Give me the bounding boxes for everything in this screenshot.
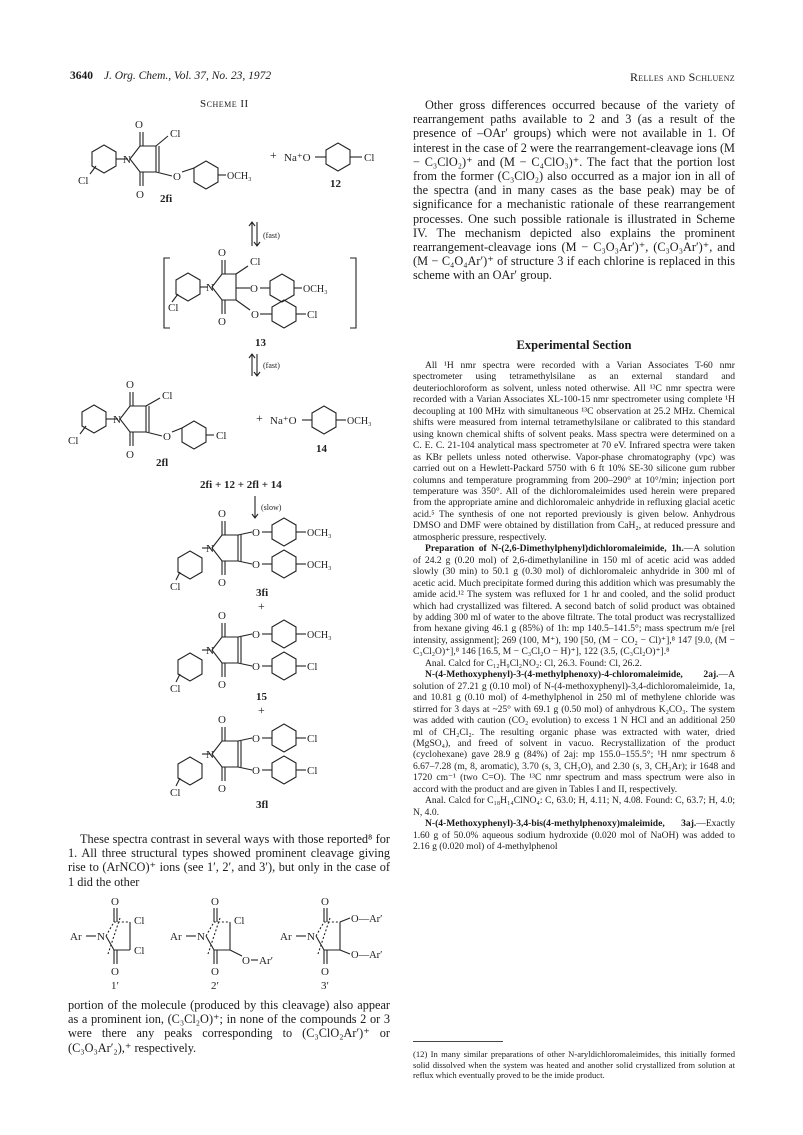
structure-2fl (68, 379, 226, 469)
preparation-2aj (413, 669, 735, 795)
carbonyl-oxygen-label: O (111, 966, 119, 978)
structure-3fi (170, 508, 332, 599)
compound-label-1prime: 1′ (111, 980, 119, 990)
carbonyl-oxygen-label: O (218, 610, 226, 622)
plus-sign: + (256, 411, 263, 425)
aryloxy-label: O—Ar′ (351, 914, 383, 925)
chloro-label: Cl (307, 733, 318, 745)
structure-15 (170, 610, 332, 703)
plus-sign: + (258, 703, 265, 717)
carbonyl-oxygen-label: O (211, 896, 219, 908)
maleimide-ring (212, 274, 236, 300)
nitrogen-label: N (123, 154, 131, 166)
chlorophenyl-ring (178, 653, 202, 681)
fast-label: (fast) (263, 361, 280, 370)
maleimide-ring (212, 637, 238, 663)
analysis-2aj: Anal. Calcd for C₁₈H₁₄ClNO₄: C, 63.0; H, 4.11; N, 4.08. Found: C, 63.7; H, 4.0; N, 4.0. (413, 795, 735, 818)
carbonyl-oxygen-label: O (218, 679, 226, 691)
methoxyphenyl-ring (194, 161, 218, 189)
preparation-text: —Exactly 1.60 g of 50.0% aqueous sodium hydroxide (0.020 mol of NaOH) was added to 2.16 g (0.020 mol) of 4-methylphenol (413, 818, 735, 853)
slow-label: (slow) (261, 503, 282, 512)
ether-oxygen-label: O (251, 309, 259, 321)
methoxy-label: OCH₃ (227, 171, 252, 182)
aryl-prime-label: Ar′ (259, 955, 274, 967)
methoxyphenyl-ring (272, 620, 296, 648)
aryl-label: Ar (280, 931, 292, 943)
left-column-paragraph-1 (68, 832, 390, 889)
footnote-rule (413, 1041, 503, 1042)
ether-oxygen-label: O (252, 527, 260, 539)
methoxy-label: OCH₃ (307, 630, 332, 641)
chloro-label: Cl (168, 302, 179, 314)
scheme-title: Scheme II (200, 98, 249, 110)
ether-oxygen-label: O (242, 955, 250, 967)
aryl-label: Ar (70, 931, 82, 943)
methoxy-label: OCH₃ (347, 416, 372, 427)
chlorophenyl-ring (326, 143, 350, 171)
ether-oxygen-label: O (252, 733, 260, 745)
chlorophenyl-ring (182, 421, 206, 449)
methoxyphenyl-ring (312, 406, 336, 434)
ether-oxygen-label: O (163, 431, 171, 443)
nitrogen-label: N (206, 282, 214, 294)
fast-label: (fast) (263, 231, 280, 240)
carbonyl-oxygen-label: O (218, 508, 226, 520)
chlorophenyl-ring (176, 273, 200, 301)
methoxy-label: OCH₃ (307, 528, 332, 539)
maleimide-ring (212, 535, 238, 561)
left-column-paragraph-2 (68, 998, 390, 1055)
right-column-intro (413, 98, 735, 283)
carbonyl-oxygen-label: O (111, 896, 119, 908)
body-text: Other gross differences occurred because of the variety of rearrangement paths available to 2 and 3 (as a result of the presence of –OAr′ groups) which were not available in 1. Of interest in the case of 2 were the rearrangement-cleavage ions (M − C₃ClO₂)⁺ and (M − C₄ClO₃)⁺. The fact that the portion lost from the former (C₃ClO₂) also occurred as a major ion in all of the spectra (and in many cases as the base peak) may be of significance for a mechanistic rationale of these rearrangement processes. One such possible rationale is illustrated in Scheme IV. The mechanism depicted also explains the prominent rearrangement-cleavage ions (M − C₃O₃Ar′)⁺, (C₃O₃Ar′)⁺, and (M − C₄O₄Ar′)⁺ of structure 3 if each chlorine is replaced in this scheme with an OAr′ group. (413, 98, 735, 283)
section-title: Experimental Section (516, 338, 632, 352)
nitrogen-label: N (206, 645, 214, 657)
chloro-label: Cl (170, 581, 181, 593)
maleimide-ring (212, 741, 238, 767)
carbonyl-oxygen-label: O (211, 966, 219, 978)
page-number: 3640 (70, 70, 93, 82)
chlorophenyl-ring (272, 300, 296, 328)
chloro-label: Cl (307, 661, 318, 673)
aryloxy-label: O—Ar′ (351, 950, 383, 961)
ether-oxygen-label: O (250, 283, 258, 295)
chlorophenyl-ring (272, 756, 296, 784)
chloro-label: Cl (170, 128, 181, 140)
running-header-authors: Relles and Schluenz (629, 70, 735, 84)
chloro-label: Cl (170, 787, 181, 799)
structure-3fl (170, 714, 317, 810)
preparation-text: —A solution of 27.21 g (0.10 mol) of N-(4-methoxyphenyl)-3,4-dichloromaleimide, 1a, and 10.81 g (0.10 mol) of 4-methylphenol in 250 ml of methylene chloride was stirred for 3 days at ~25° with 69.1 g (0.50 mol) of anhydrous K₂CO₃. The system was added with caution (CO₂ evolution) to excess 1 N HCl and an additional 250 ml of CH₂Cl₂. The resulting organic phase was extracted with water, dried (MgSO₄), and freed of solvent in vacuo. Recrystallization of the product (cyclohexane) gave 28.9 g (84%) of 2aj: mp 155.0–155.5°; ¹H nmr spectrum δ 6.67–7.28 (m, 8, aromatic), 3.70 (s, 3, CH₃O), and 2.30 (s, 3, CH₃Ar); ir 1648 and 1720 cm⁻¹ (two C=O). The ¹³C nmr spectrum and mass spectrum were also in accord with the product and are given in Tables I and II, respectively. (413, 669, 735, 795)
chloro-label: Cl (307, 309, 318, 321)
structure-13 (164, 247, 356, 349)
compound-label-2prime: 2′ (211, 980, 219, 990)
chloro-label: Cl (216, 430, 227, 442)
chloro-label: Cl (307, 765, 318, 777)
fragment-2prime (170, 896, 273, 990)
reaction-arrow-slow (252, 496, 282, 518)
compound-label-13: 13 (255, 337, 266, 349)
sodium-phenoxide-label: Na⁺O (284, 152, 311, 164)
structure-2fi (78, 119, 252, 205)
plus-sign: + (258, 599, 265, 613)
methoxy-label: OCH₃ (307, 560, 332, 571)
fragment-3prime (280, 896, 382, 990)
methoxyphenyl-ring (272, 550, 296, 578)
chlorophenyl-ring (272, 652, 296, 680)
ether-oxygen-label: O (252, 559, 260, 571)
carbonyl-oxygen-label: O (135, 119, 143, 131)
chlorophenyl-ring (92, 145, 116, 173)
chlorophenyl-ring (178, 551, 202, 579)
carbonyl-oxygen-label: O (218, 316, 226, 328)
carbonyl-oxygen-label: O (218, 714, 226, 726)
equilibrium-arrow-fast (249, 354, 280, 376)
ether-oxygen-label: O (252, 765, 260, 777)
methoxyphenyl-ring (272, 518, 296, 546)
structure-12 (284, 143, 374, 190)
sodium-phenoxide-label: Na⁺O (270, 415, 297, 427)
nitrogen-label: N (197, 931, 205, 943)
plus-sign: + (270, 148, 277, 162)
chloro-label: Cl (78, 175, 89, 187)
nitrogen-label: N (97, 931, 105, 943)
body-text: These spectra contrast in several ways with those reported⁸ for 1. All three structural types showed prominent cleavage giving rise to (ArNCO)⁺ ions (see 1′, 2′, and 3′), but only in the case of 1 did the other (68, 832, 390, 889)
preparation-title: N-(4-Methoxyphenyl)-3,4-bis(4-methylphenoxy)maleimide, 3aj. (425, 818, 697, 830)
structure-14 (270, 406, 372, 455)
experimental-paragraph: All ¹H nmr spectra were recorded with a Varian Associates T-60 nmr spectrometer using tetramethylsilane as an external standard and deuteriochloroform as solvent, unless noted otherwise. All ¹³C nmr spectra were recorded with a Varian Associates XL-100-15 nmr spectrometer using complete ¹H decoupling at 100 MHz with simultaneous ¹³C observation at 25.2 MHz. Chemical shifts were measured from internal tetramethylsilane or calibrated to this standard using known chemical shifts of solvent peaks. Mass spectra were determined on a C. E. C. 21-104 analytical mass spectrometer at 70 eV. Infrared spectra were taken as KBr pellets unless noted otherwise. Vapor-phase chromatography (vpc) was carried out on a Hewlett-Packard 5750 with 6 ft 10% SE-30 silicone gum rubber columns and temperature programming from 200–290° at 10°/min; injection port temperature was 350°. All of the dichloromaleimides used herein were prepared from the appropriate amine and dichloromaleic anhydride in refluxing glacial acetic acid.⁵ The synthesis of one not reported previously is given below. Anhydrous DMSO and DMF were obtained by distillation from CaH₂, at reduced pressure and atmospheric pressure, respectively. (413, 360, 735, 543)
maleimide-ring (130, 146, 156, 172)
nitrogen-label: N (206, 543, 214, 555)
nitrogen-label: N (113, 414, 121, 426)
equilibrium-arrow-fast (249, 222, 280, 246)
reaction-scheme (60, 110, 400, 810)
ether-oxygen-label: O (173, 171, 181, 183)
methoxy-label: OCH₃ (303, 284, 328, 295)
compound-label-3fi: 3fi (256, 587, 269, 599)
chloro-label: Cl (162, 390, 173, 402)
analysis-1h: Anal. Calcd for C₁₂H₉Cl₂NO₂: Cl, 26.3. Found: Cl, 26.2. (425, 657, 642, 669)
carbonyl-oxygen-label: O (321, 966, 329, 978)
preparation-1h (413, 543, 735, 658)
carbonyl-oxygen-label: O (136, 189, 144, 201)
preparation-title: N-(4-Methoxyphenyl)-3-(4-methylphenoxy)-4-chloromaleimide, 2aj. (425, 669, 719, 681)
chloro-label: Cl (68, 435, 79, 447)
chloro-label: Cl (250, 256, 261, 268)
preparation-title: Preparation of N-(2,6-Dimethylphenyl)dichloromaleimide, 1h. (425, 543, 684, 555)
chloro-label: Cl (170, 683, 181, 695)
preparation-text: —A solution of 24.2 g (0.20 mol) of 2,6-dimethylaniline in 150 ml of acetic acid was added slowly (30 min) to 50.1 g (0.30 mol) of dichloromaleic anhydride in 300 ml of acetic acid. Much precipitate formed during this addition which was presumably the amide acid.¹² The system was refluxed for 1 hr and cooled, and the solid product which had crystallized was filtered. A second batch of solid product was obtained by adding 300 ml of water to the above filtrate. The total product was recrystallized from hexane giving 46.1 g (85%) of 1h: mp 140.5–141.5°; mass spectrum m/e [rel intensity, assignment]; 269 (100, M⁺), 190 [50, (M − CO₂ − Cl)⁺],⁸ 147 [9.0, (M − C₃Cl₂O)⁺],⁸ 146 [16.5, M − C₃Cl₂O − H)⁺], 122 (3.5, (C₃Cl₂O)⁺].⁸ (413, 543, 735, 658)
fragment-ions-figure (68, 894, 398, 990)
carbonyl-oxygen-label: O (321, 896, 329, 908)
chlorophenyl-ring (272, 724, 296, 752)
carbonyl-oxygen-label: O (218, 783, 226, 795)
nitrogen-label: N (307, 931, 315, 943)
compound-label-12: 12 (330, 178, 341, 190)
chlorophenyl-ring (82, 405, 106, 433)
fragment-1prime (70, 896, 144, 990)
compound-label-2fi: 2fi (160, 193, 173, 205)
preparation-3aj (413, 818, 735, 852)
compound-label-3prime: 3′ (321, 980, 329, 990)
ether-oxygen-label: O (252, 661, 260, 673)
carbonyl-oxygen-label: O (126, 379, 134, 391)
ether-oxygen-label: O (252, 629, 260, 641)
body-text: portion of the molecule (produced by this cleavage) also appear as a prominent ion, (C₃Cl₂O)⁺; in none of the compounds 2 or 3 were there any peaks corresponding to (C₃ClO₂Ar′)⁺ or (C₃O₃Ar′₂),⁺ respectively. (68, 998, 390, 1055)
carbonyl-oxygen-label: O (126, 449, 134, 461)
compound-label-2fl: 2fl (156, 457, 169, 469)
carbonyl-oxygen-label: O (218, 247, 226, 259)
journal-citation: J. Org. Chem., Vol. 37, No. 23, 1972 (103, 70, 272, 82)
aryl-label: Ar (170, 931, 182, 943)
chlorophenyl-ring (178, 757, 202, 785)
chloro-label: Cl (234, 915, 245, 927)
chloro-label: Cl (134, 915, 145, 927)
chloro-label: Cl (134, 945, 145, 957)
compound-label-15: 15 (256, 691, 267, 703)
footnote-12: (12) In many similar preparations of other N-aryldichloromaleimides, this initially formed solid dissolved when the system was heated and another solid crystallized from solution at reflux which eventually proved to be the imide product. (413, 1049, 735, 1080)
nitrogen-label: N (206, 749, 214, 761)
carbonyl-oxygen-label: O (218, 577, 226, 589)
experimental-section (413, 360, 735, 852)
equilibrium-mixture-label: 2fi + 12 + 2fl + 14 (200, 479, 282, 491)
compound-label-14: 14 (316, 443, 327, 455)
compound-label-3fl: 3fl (256, 799, 269, 810)
chloro-label: Cl (364, 152, 375, 164)
running-header-left (70, 70, 271, 82)
methoxyphenyl-ring (270, 274, 294, 302)
maleimide-ring (120, 406, 146, 432)
